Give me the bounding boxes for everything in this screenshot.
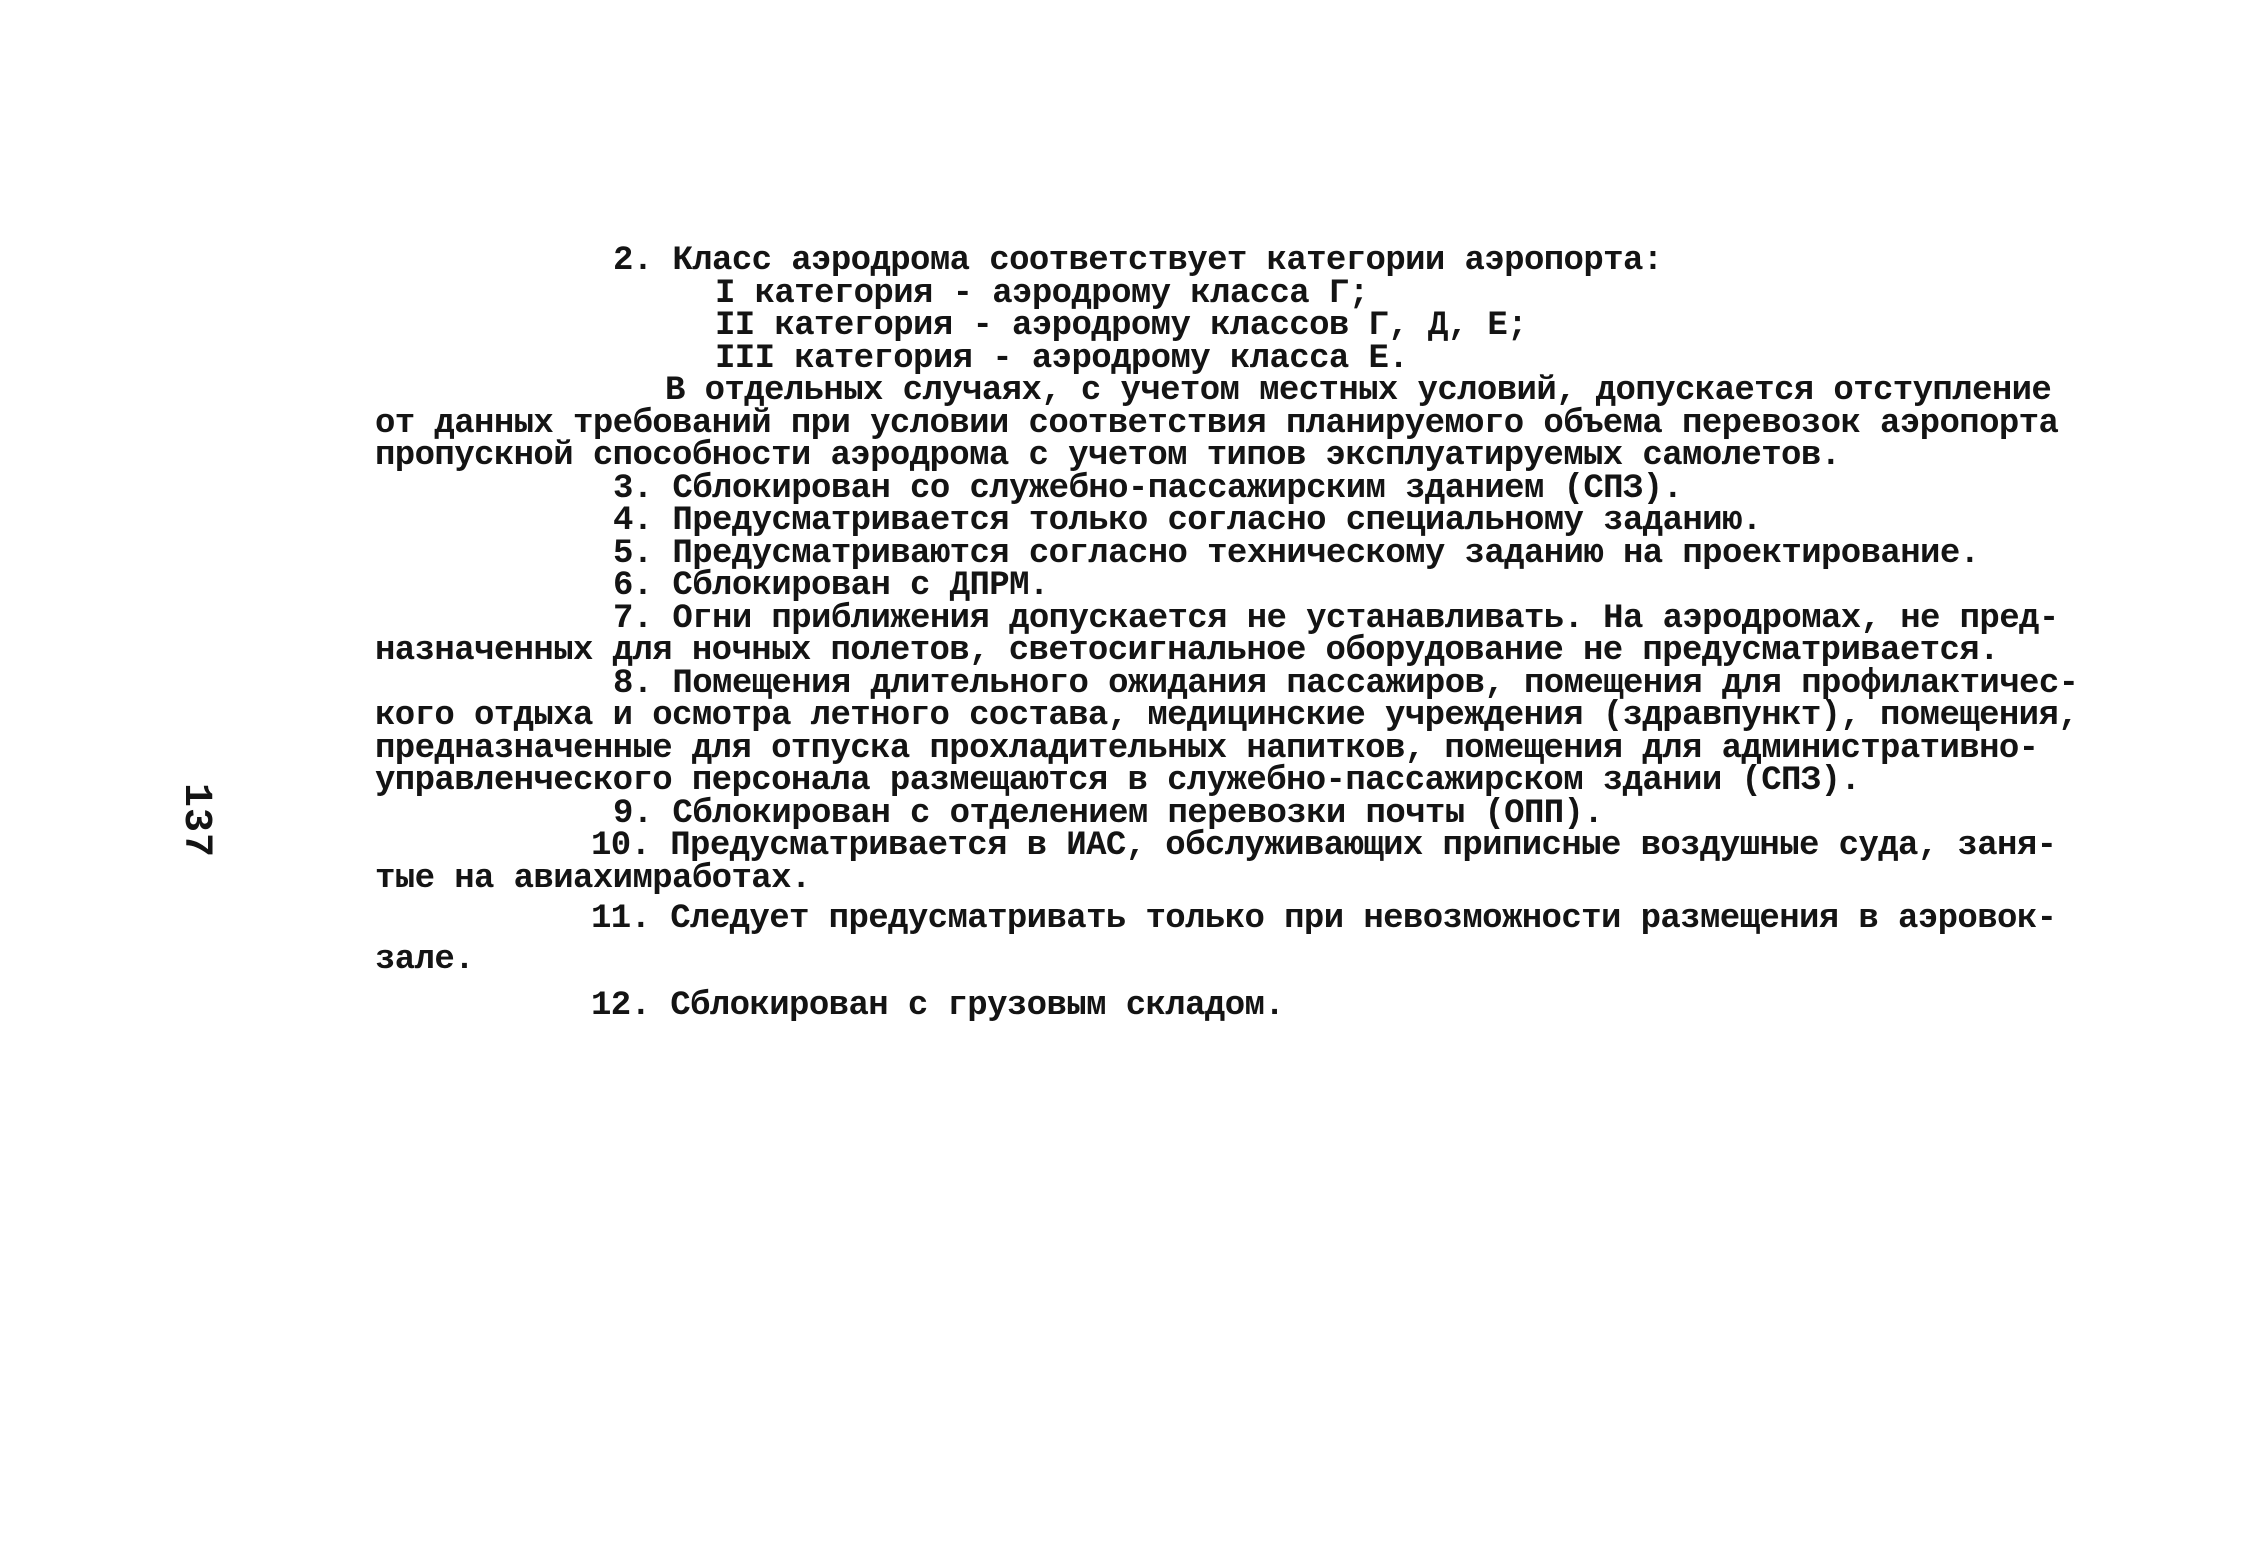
category-1-line: I категория - аэродрому класса Г;	[715, 274, 1369, 313]
note-12-line: 12. Сблокирован с грузовым складом.	[591, 987, 1285, 1025]
note-8-line-3: предназначенные для отпуска прохладительных напитков, помещения для административно-	[375, 729, 2039, 768]
note-9-line: 9. Сблокирован с отделением перевозки почты (ОПП).	[613, 794, 1604, 833]
note-2-line-7: пропускной способности аэродрома с учетом типов эксплуатируемых самолетов.	[375, 437, 1841, 475]
note-10-line-2: тые на авиахимработах.	[375, 859, 811, 898]
note-4-line: 4. Предусматривается только согласно специальному заданию.	[613, 502, 1762, 540]
note-8-line-1: 8. Помещения длительного ожидания пассажиров, помещения для профилактичес-	[613, 664, 2079, 703]
page-number: 137	[173, 782, 219, 859]
note-7-line-1: 7. Огни приближения допускается не устанавливать. На аэродромах, не пред-	[613, 599, 2059, 638]
note-7-line-2: назначенных для ночных полетов, светосигнальное оборудование не предусматривается.	[375, 632, 1999, 670]
note-11-line-2: зале.	[375, 940, 475, 979]
note-2-line-5: В отдельных случаях, с учетом местных условий, допускается отступление	[665, 372, 2052, 410]
note-3-line: 3. Сблокирован со служебно-пассажирским зданием (СПЗ).	[613, 469, 1683, 508]
note-8-line-2: кого отдыха и осмотра летного состава, медицинские учреждения (здравпункт), помещения,	[375, 697, 2079, 735]
note-11-line-1: 11. Следует предусматривать только при невозможности размещения в аэровок-	[591, 900, 2057, 938]
note-6-line: 6. Сблокирован с ДПРМ.	[613, 567, 1049, 605]
note-2-line-1: 2. Класс аэродрома соответствует категории аэропорта:	[613, 242, 1663, 280]
note-8-line-4: управленческого персонала размещаются в служебно-пассажирском здании (СПЗ).	[375, 762, 1861, 800]
note-10-line-1: 10. Предусматривается в ИАС, обслуживающих приписные воздушные суда, заня-	[591, 827, 2057, 865]
note-5-line: 5. Предусматриваются согласно техническому заданию на проектирование.	[613, 534, 1980, 573]
note-2-line-6: от данных требований при условии соответствия планируемого объема перевозок аэропорта	[375, 404, 2059, 443]
category-2-line: II категория - аэродрому классов Г, Д, Е;	[715, 307, 1527, 345]
notes-text	[375, 242, 2079, 1025]
category-3-line: III категория - аэродрому класса Е.	[715, 339, 1409, 378]
